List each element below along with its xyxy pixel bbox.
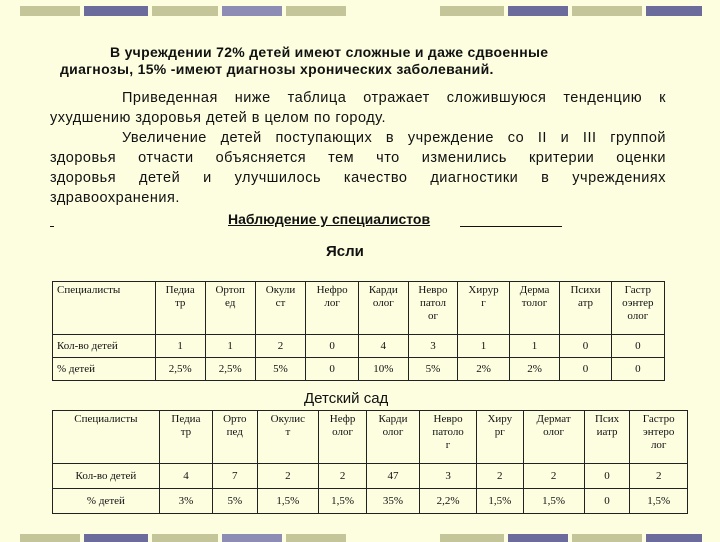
table-header-cell: Нефро лог [306,282,359,335]
bar-segment [440,6,504,16]
table-cell: 5% [255,358,305,381]
intro-line: В учреждении 72% детей имеют сложные и даже сдвоенные [110,44,549,60]
table-cell: 1,5% [257,489,319,514]
table-header-row [53,411,688,464]
table-cell: 2,2% [420,489,477,514]
table-cell: 2 [257,464,319,489]
table-cell: 4 [159,464,212,489]
table-header-cell: Дерма толог [509,282,560,335]
bar-segment [572,534,642,542]
body-line: здоровья отчасти объясняется тем что изменились критерии оценки [50,150,666,166]
kindergarten-title: Детский сад [304,390,389,407]
table-cell: 3% [159,489,212,514]
underline-mark [50,226,54,227]
bar-segment [222,6,282,16]
bar-segment [286,534,346,542]
intro-paragraph [60,44,680,78]
bar-segment [646,534,702,542]
table-header-cell: Окулис т [257,411,319,464]
table-cell: 3 [408,335,458,358]
table-cell: 2 [523,464,584,489]
table-cell: Кол-во детей [53,464,160,489]
table-cell: 1 [205,335,255,358]
nursery-table-body [53,282,665,381]
bar-segment [20,6,80,16]
intro-line: диагнозы, 15% -имеют диагнозы хронических заболеваний. [60,61,494,77]
bar-segment [286,6,346,16]
table-row [53,489,688,514]
table-row [53,358,665,381]
table-cell: 2 [630,464,688,489]
table-header-cell: Окули ст [255,282,305,335]
table-cell: 2,5% [205,358,255,381]
table-header-cell: Гастро энтеро лог [630,411,688,464]
bar-segment [222,534,282,542]
table-cell: 5% [213,489,258,514]
table-cell: 7 [213,464,258,489]
table-cell: 4 [359,335,409,358]
table-header-cell: Хирур г [458,282,509,335]
bar-segment [508,534,568,542]
table-cell: 1 [509,335,560,358]
table-cell: % детей [53,358,156,381]
table-cell: 0 [611,358,664,381]
table-cell: 0 [306,358,359,381]
table-cell: 1,5% [477,489,523,514]
bar-segment [84,534,148,542]
table-cell: 3 [420,464,477,489]
table-header-cell: Орто пед [213,411,258,464]
table-cell: 5% [408,358,458,381]
table-cell: 10% [359,358,409,381]
table-header-cell: Карди олог [367,411,420,464]
body-line: Приведенная ниже таблица отражает сложившуюся тенденцию к [122,90,666,106]
table-cell: 2 [319,464,367,489]
table-header-cell: Гастр оэнтер олог [611,282,664,335]
bar-segment [646,6,702,16]
body-paragraph [50,88,666,208]
table-header-cell: Ортоп ед [205,282,255,335]
table-row [53,464,688,489]
body-line: ухудшению здоровья детей в целом по городу. [50,110,386,126]
section-heading: Наблюдение у специалистов [228,211,431,227]
table-header-cell: Специалисты [53,411,160,464]
table-cell: 0 [584,464,630,489]
table-header-cell: Нефр олог [319,411,367,464]
bar-segment [152,534,218,542]
body-line: Увеличение детей поступающих в учреждение со II и III группой [122,130,666,146]
table-cell: % детей [53,489,160,514]
table-cell: 1 [458,335,509,358]
bar-segment [508,6,568,16]
nursery-title: Ясли [326,243,364,260]
table-header-cell: Хиру рг [477,411,523,464]
nursery-table [52,281,665,381]
bar-segment [440,534,504,542]
table-cell: 0 [560,335,611,358]
heading-underline [460,226,562,227]
table-cell: 1,5% [523,489,584,514]
table-header-row [53,282,665,335]
kindergarten-table [52,410,688,514]
table-cell: 0 [611,335,664,358]
bar-segment [572,6,642,16]
table-cell: 0 [560,358,611,381]
table-cell: 0 [306,335,359,358]
table-header-cell: Невро патоло г [420,411,477,464]
table-cell: 1,5% [630,489,688,514]
table-header-cell: Педиа тр [155,282,205,335]
table-cell: 2 [477,464,523,489]
table-cell: Кол-во детей [53,335,156,358]
table-header-cell: Психи атр [560,282,611,335]
bar-segment [84,6,148,16]
table-cell: 0 [584,489,630,514]
table-header-cell: Псих иатр [584,411,630,464]
table-cell: 35% [367,489,420,514]
bar-segment [20,534,80,542]
table-cell: 2% [458,358,509,381]
table-cell: 2% [509,358,560,381]
table-row [53,335,665,358]
body-line: здравоохранения. [50,190,180,206]
bar-segment [152,6,218,16]
table-cell: 1,5% [319,489,367,514]
table-cell: 2,5% [155,358,205,381]
table-header-cell: Невро патол ог [408,282,458,335]
table-header-cell: Дермат олог [523,411,584,464]
table-cell: 2 [255,335,305,358]
table-header-cell: Карди олог [359,282,409,335]
kindergarten-table-body [53,411,688,514]
table-cell: 1 [155,335,205,358]
body-line: здоровья детей и улучшилось качество диагностики в учреждениях [50,170,666,186]
table-cell: 47 [367,464,420,489]
table-header-cell: Специалисты [53,282,156,335]
table-header-cell: Педиа тр [159,411,212,464]
